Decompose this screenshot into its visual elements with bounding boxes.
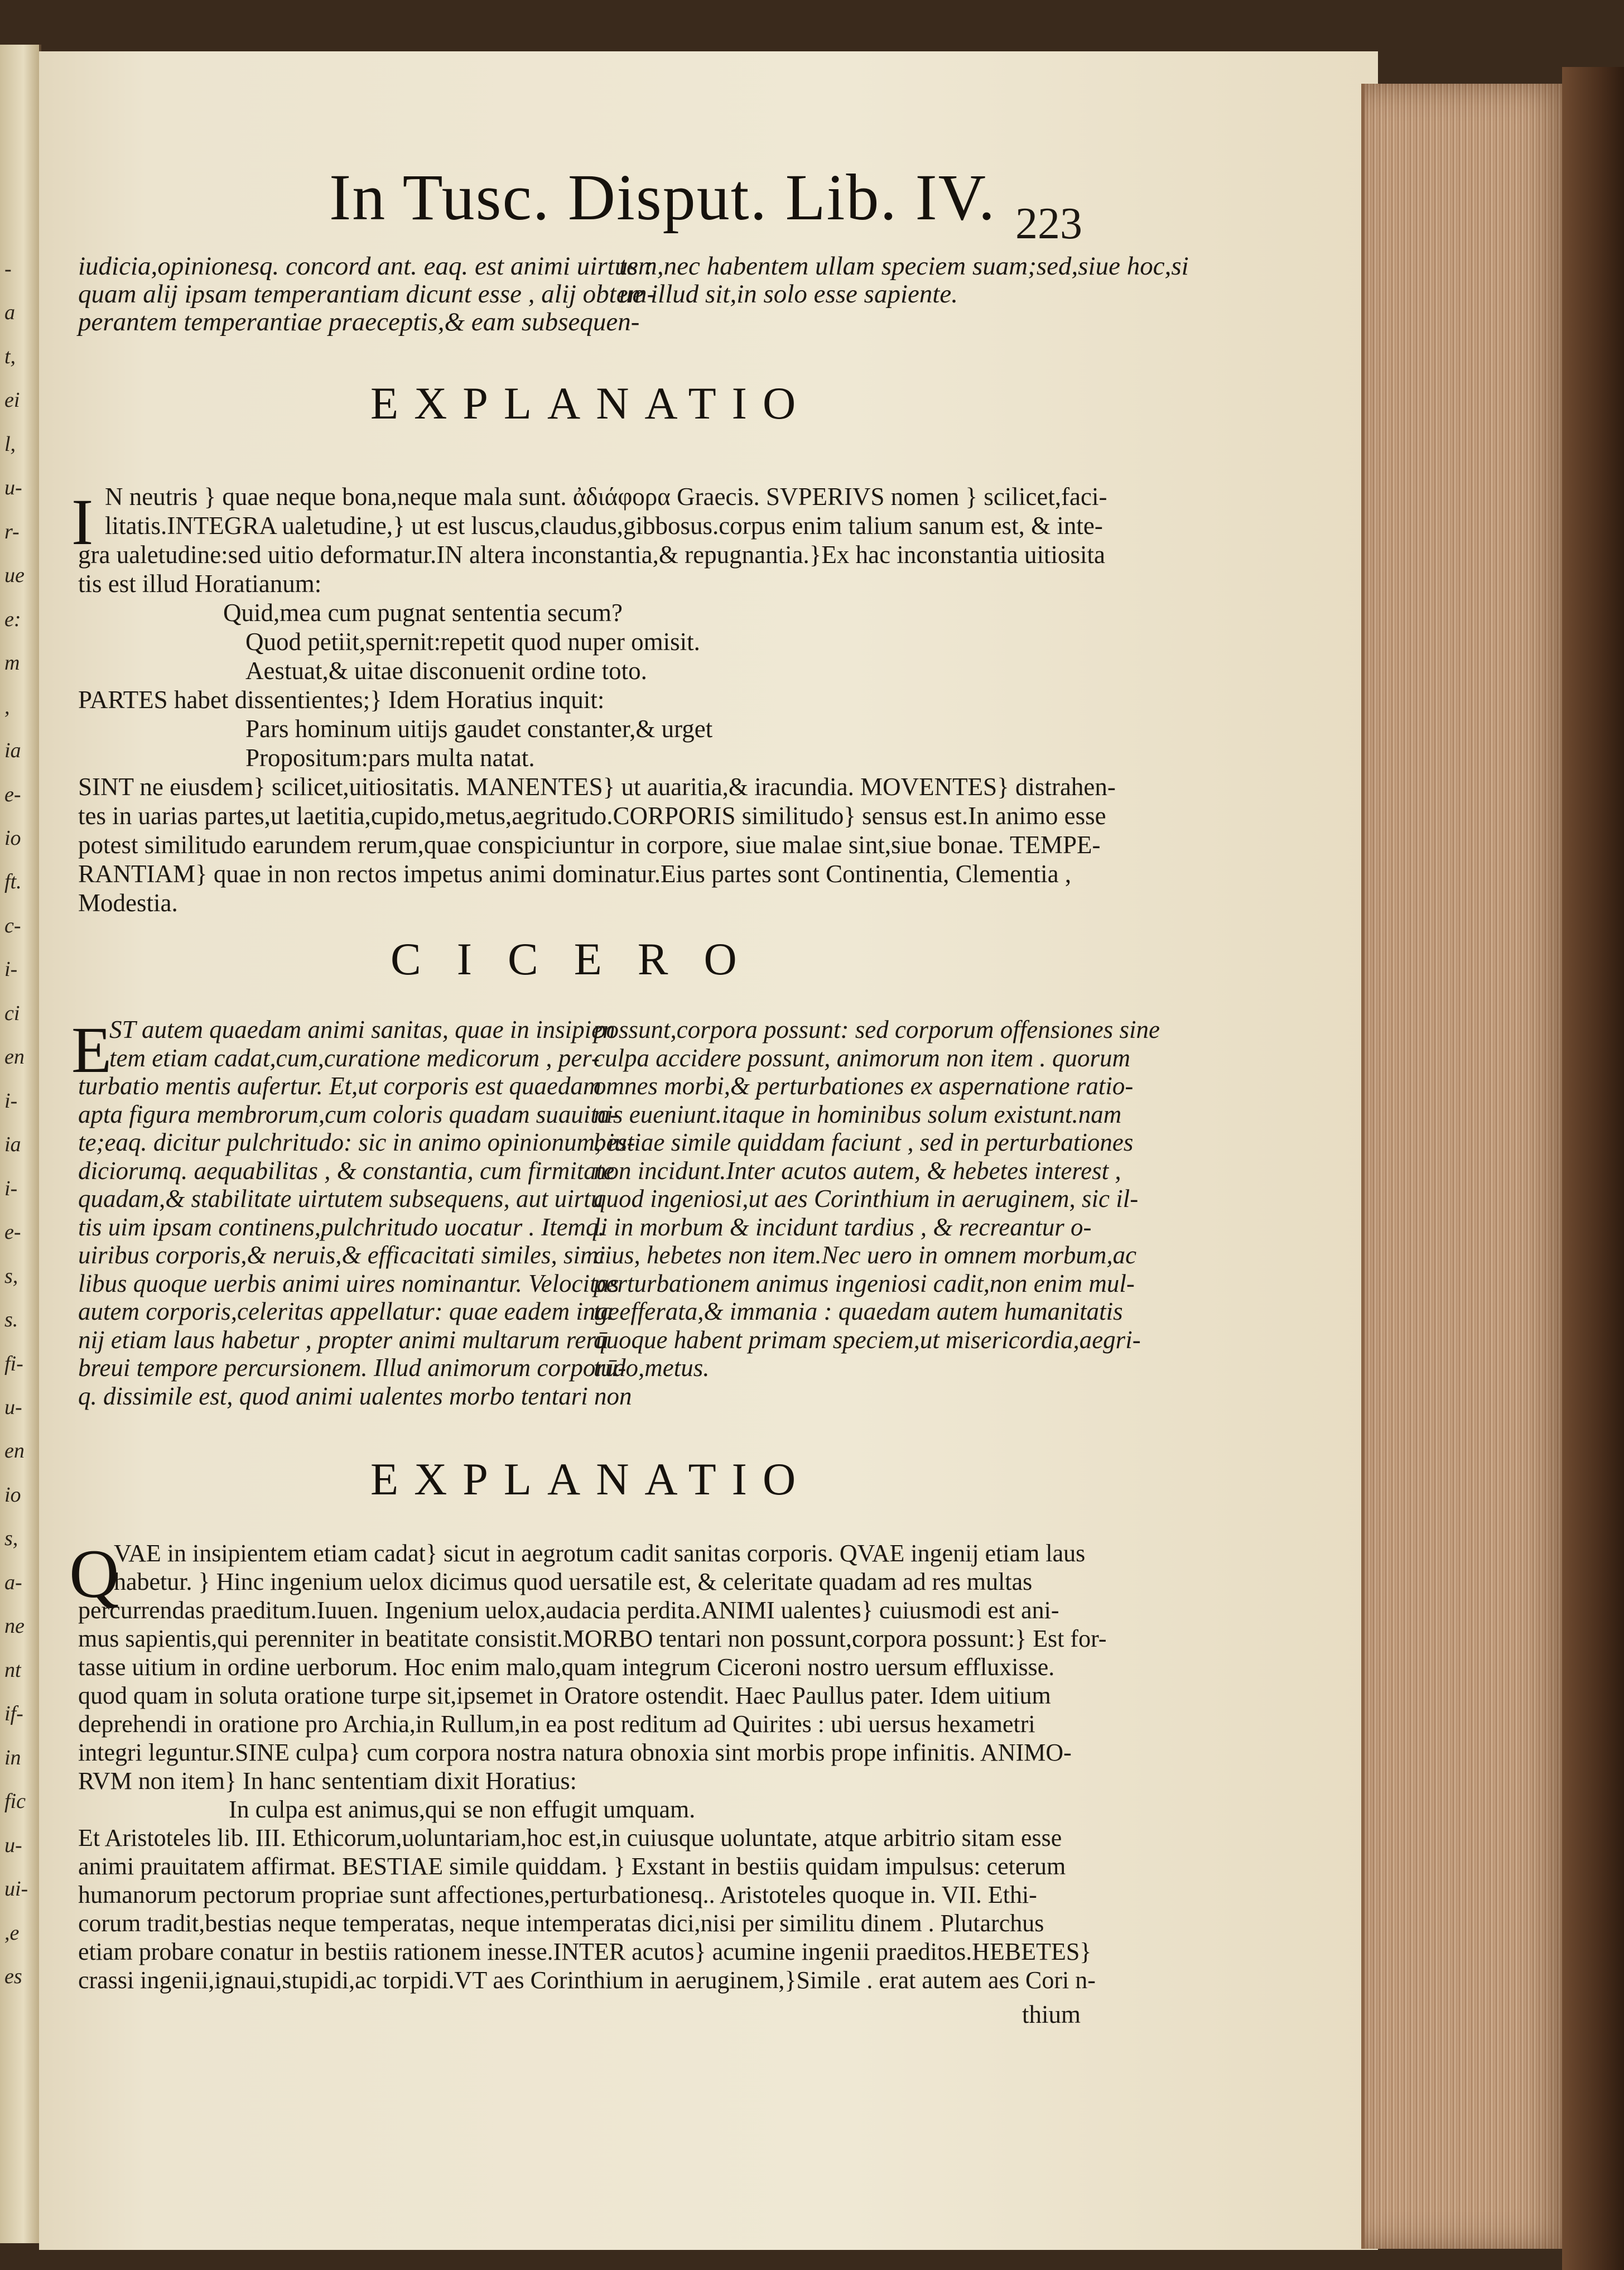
- verse-line: Pars hominum uitijs gaudet constanter,& urget: [245, 715, 713, 743]
- text-line: culpa accidere possunt, animorum non item . quorum: [594, 1043, 1130, 1072]
- book-cover-edge: [1562, 67, 1624, 2270]
- margin-fragment: a-: [4, 1571, 22, 1594]
- margin-fragment: ia: [4, 1133, 21, 1156]
- text-line: humanorum pectorum propriae sunt affectiones,perturbationesq.. Aristoteles quoque in. VII. Ethi-: [78, 1881, 1037, 1908]
- margin-fragment: en: [4, 1045, 25, 1069]
- text-line: li in morbum & incidunt tardius , & recreantur o-: [594, 1213, 1092, 1241]
- text-line: apta figura membrorum,cum coloris quadam suauita-: [78, 1100, 619, 1128]
- margin-fragment: -: [4, 257, 12, 281]
- margin-fragment: s.: [4, 1308, 18, 1331]
- text-line: perturbationem animus ingeniosi cadit,non enim mul-: [594, 1269, 1135, 1297]
- explanatio-2-text: [78, 1539, 1138, 1994]
- text-line: potest similitudo earundem rerum,quae conspiciuntur in corpore, siue malae sint,siue bonae. TEMPE-: [78, 831, 1101, 859]
- section-heading-explanatio-2: EXPLANATIO: [370, 1454, 812, 1504]
- text-line: VAE in insipientem etiam cadat} sicut in aegrotum cadit sanitas corporis. QVAE ingenij etiam laus: [114, 1540, 1086, 1567]
- text-line: tasse uitium in ordine uerborum. Hoc enim malo,quam integrum Ciceroni nostro uersum effluxisse.: [78, 1653, 1055, 1681]
- text-line: crassi ingenii,ignaui,stupidi,ac torpidi.VT aes Corinthium in aeruginem,}Simile . erat autem aes Cori n-: [78, 1966, 1096, 1994]
- margin-fragment: fi-: [4, 1352, 23, 1376]
- text-line: etiam probare conatur in bestiis rationem inesse.INTER acutos} acumine ingenii praeditos.HEBETES}: [78, 1938, 1092, 1965]
- verse-line: Quid,mea cum pugnat sententia secum?: [223, 599, 623, 627]
- margin-fragment: e:: [4, 608, 21, 631]
- text-line: bestiae simile quiddam faciunt , sed in perturbationes: [594, 1128, 1134, 1156]
- text-line: habetur. } Hinc ingenium uelox dicimus quod uersatile est, & celeritate quadam ad res multas: [114, 1568, 1033, 1595]
- text-line: libus quoque uerbis animi uires nominantur. Velocitas: [78, 1269, 619, 1297]
- catchword: thium: [1022, 2000, 1081, 2028]
- text-line: integri leguntur.SINE culpa} cum corpora nostra natura obnoxia sint morbis prope infinitis. ANIMO-: [78, 1739, 1072, 1766]
- text-line: N neutris } quae neque bona,neque mala sunt. ἀδιάφορα Graecis. SVPERIVS nomen } scilicet,faci-: [105, 483, 1107, 511]
- margin-fragment: u-: [4, 476, 22, 499]
- text-line: deprehendi in oratione pro Archia,in Rullum,in ea post reditum ad Quirites : ubi uersus hexametri: [78, 1710, 1035, 1738]
- margin-fragment: en: [4, 1439, 25, 1463]
- text-line: animi prauitatem affirmat. BESTIAE simile quiddam. } Exstant in bestiis quidam impulsus: ceterum: [78, 1853, 1066, 1880]
- margin-fragment: c-: [4, 914, 21, 937]
- text-line: quam alij ipsam temperantiam dicunt esse , alij obtem-: [78, 280, 656, 309]
- margin-fragment: io: [4, 826, 21, 850]
- text-line: quod ingeniosi,ut aes Corinthium in aeruginem, sic il-: [594, 1185, 1139, 1213]
- text-line: ST autem quaedam animi sanitas, quae in insipien: [109, 1016, 615, 1043]
- margin-fragment: es: [4, 1965, 22, 1988]
- text-line: PARTES habet dissentientes;} Idem Horatius inquit:: [78, 686, 605, 714]
- margin-fragment: i-: [4, 1089, 18, 1113]
- margin-fragment: r-: [4, 520, 20, 544]
- margin-fragment: ue: [4, 564, 25, 587]
- text-line: percurrendas praeditum.Iuuen. Ingenium uelox,audacia perdita.ANIMI ualentes} cuiusmodi est ani-: [78, 1596, 1059, 1624]
- text-line: mus sapientis,qui perenniter in beatitate consistit.MORBO tentari non possunt,corpora possunt:} Est for-: [78, 1625, 1107, 1652]
- text-line: tudo,metus.: [594, 1354, 710, 1382]
- text-line: cius, hebetes non item.Nec uero in omnem morbum,ac: [594, 1241, 1137, 1269]
- text-line: omnes morbi,& perturbationes ex aspernatione ratio-: [594, 1072, 1134, 1100]
- margin-fragment: ui-: [4, 1877, 28, 1901]
- drop-initial: Q: [69, 1536, 119, 1612]
- text-line: ue illud sit,in solo esse sapiente.: [619, 280, 958, 309]
- margin-fragment: t,: [4, 345, 16, 368]
- text-line: perantem temperantiae praeceptis,& eam subsequen-: [78, 307, 640, 336]
- text-line: tem,nec habentem ullam speciem suam;sed,siue hoc,si: [619, 252, 1189, 281]
- text-line: quoque habent primam speciem,ut misericordia,aegri-: [594, 1325, 1141, 1354]
- text-line: non incidunt.Inter acutos autem, & hebetes interest ,: [594, 1156, 1121, 1185]
- drop-initial: I: [71, 485, 94, 559]
- margin-fragment: e-: [4, 1220, 21, 1244]
- text-line: tes in uarias partes,ut laetitia,cupido,metus,aegritudo.CORPORIS similitudo} sensus est.In animo esse: [78, 802, 1106, 830]
- text-line: Modestia.: [78, 889, 178, 917]
- margin-fragment: ft.: [4, 870, 22, 893]
- margin-fragment: m: [4, 651, 20, 675]
- cicero-left-column: [78, 1016, 635, 1410]
- explanatio-1-text: [78, 482, 1138, 917]
- text-line: SINT ne eiusdem} scilicet,uitiositatis. MANENTES} ut auaritia,& iracundia. MOVENTES} distrahen-: [78, 773, 1116, 801]
- text-line: quadam,& stabilitate uirtutem subsequens, aut uirtu: [78, 1185, 604, 1213]
- margin-fragment: io: [4, 1483, 21, 1507]
- margin-fragment: i-: [4, 1177, 18, 1200]
- margin-fragment: i-: [4, 958, 18, 981]
- margin-fragment: if-: [4, 1702, 23, 1725]
- margin-fragment: s,: [4, 1527, 18, 1550]
- verse-line: Quod petiit,spernit:repetit quod nuper omisit.: [245, 628, 700, 656]
- section-heading-cicero: CICERO: [391, 934, 773, 984]
- text-line: tem etiam cadat,cum,curatione medicorum , per-: [109, 1043, 600, 1072]
- margin-fragment: in: [4, 1746, 21, 1769]
- cicero-right-column: [594, 1016, 1160, 1382]
- margin-fragment: ,: [4, 695, 10, 719]
- text-line: tis uim ipsam continens,pulchritudo uocatur . Itemq.: [78, 1213, 605, 1241]
- margin-fragment: u-: [4, 1396, 22, 1419]
- margin-fragment: ne: [4, 1614, 25, 1638]
- page-fore-edge: [1361, 84, 1571, 2249]
- section-heading-explanatio-1: EXPLANATIO: [370, 378, 812, 429]
- margin-fragment: ci: [4, 1002, 20, 1025]
- text-line: possunt,corpora possunt: sed corporum offensiones sine: [594, 1016, 1160, 1043]
- text-line: uiribus corporis,& neruis,& efficacitati similes, simi: [78, 1241, 605, 1269]
- margin-fragment: ia: [4, 739, 21, 762]
- margin-fragment: u-: [4, 1834, 22, 1857]
- margin-fragment: a: [4, 301, 15, 324]
- verse-line: In culpa est animus,qui se non effugit umquam.: [229, 1796, 696, 1823]
- text-line: litatis.INTEGRA ualetudine,} ut est luscus,claudus,gibbosus.corpus enim talium sanum est, & inte-: [105, 512, 1103, 540]
- text-line: Et Aristoteles lib. III. Ethicorum,uoluntariam,hoc est,in cuiusque uoluntate, atque arbitrio sitam esse: [78, 1824, 1062, 1851]
- text-line: autem corporis,celeritas appellatur: quae eadem inge: [78, 1297, 619, 1325]
- top-continuation-right: [619, 252, 1189, 309]
- running-head: In Tusc. Disput. Lib. IV.: [329, 161, 996, 234]
- text-line: corum tradit,bestias neque temperatas, neque intemperatas dici,nisi per similitu dinem . Plutarchus: [78, 1910, 1044, 1937]
- text-line: turbatio mentis aufertur. Et,ut corporis est quaedam: [78, 1072, 601, 1100]
- text-line: RANTIAM} quae in non rectos impetus animi dominatur.Eius partes sont Continentia, Clementia ,: [78, 860, 1072, 888]
- text-line: nij etiam laus habetur , propter animi multarum rerū: [78, 1325, 609, 1354]
- margin-fragment: ei: [4, 388, 20, 412]
- page-number: 223: [1015, 199, 1082, 248]
- text-line: q. dissimile est, quod animi ualentes morbo tentari non: [78, 1382, 632, 1410]
- text-line: quod quam in soluta oratione turpe sit,ipsemet in Oratore ostendit. Haec Paullus pater. Idem uitium: [78, 1682, 1051, 1709]
- text-line: ta efferata,& immania : quaedam autem humanitatis: [594, 1297, 1123, 1325]
- text-line: tis est illud Horatianum:: [78, 570, 322, 598]
- margin-fragment: e-: [4, 783, 21, 806]
- text-line: RVM non item} In hanc sententiam dixit Horatius:: [78, 1767, 577, 1795]
- margin-fragment: fic: [4, 1790, 26, 1813]
- margin-fragment: ,e: [4, 1921, 20, 1945]
- text-line: gra ualetudine:sed uitio deformatur.IN altera inconstantia,& repugnantia.}Ex hac inconstantia uitiosita: [78, 541, 1106, 569]
- margin-fragment: l,: [4, 432, 16, 456]
- text-line: diciorumq. aequabilitas , & constantia, cum firmitate: [78, 1156, 615, 1185]
- margin-fragment: s,: [4, 1264, 18, 1288]
- text-line: nis eueniunt.itaque in hominibus solum existunt.nam: [594, 1100, 1122, 1128]
- verse-line: Propositum:pars multa natat.: [245, 744, 535, 772]
- text-line: breui tempore percursionem. Illud animorum corporū-: [78, 1354, 627, 1382]
- drop-initial: E: [71, 1013, 112, 1086]
- text-line: iudicia,opinionesq. concord ant. eaq. est animi uirtus :: [78, 252, 653, 281]
- margin-fragment: nt: [4, 1658, 21, 1682]
- verse-line: Aestuat,& uitae disconuenit ordine toto.: [245, 657, 647, 685]
- text-line: te;eaq. dicitur pulchritudo: sic in animo opinionum, iu-: [78, 1128, 635, 1156]
